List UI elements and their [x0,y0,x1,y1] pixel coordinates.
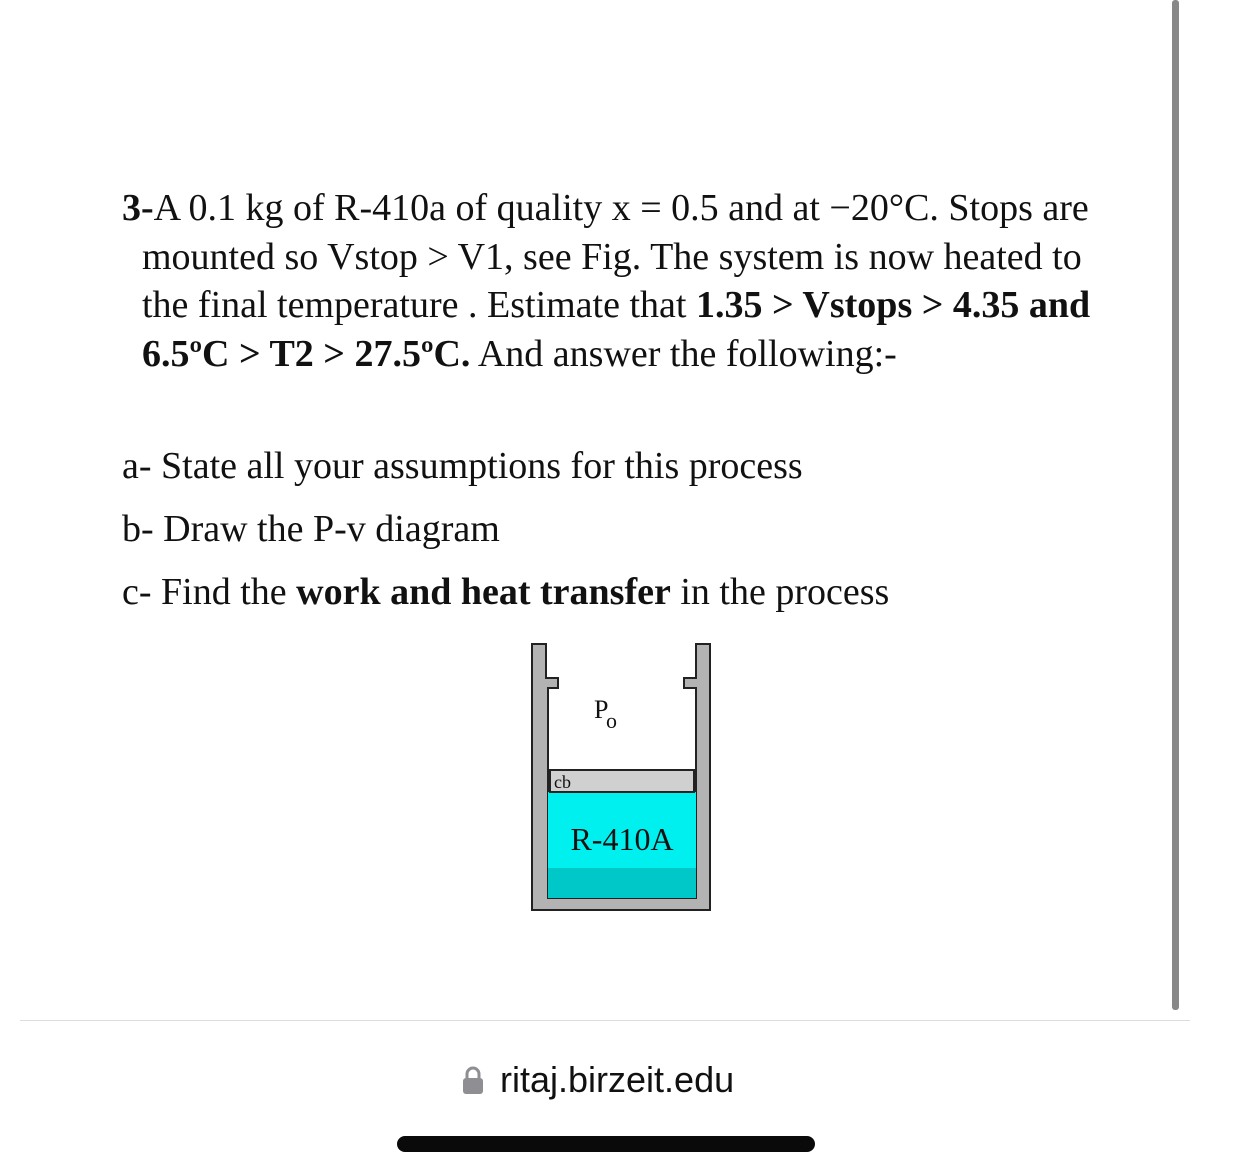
problem-text-1: A 0.1 kg of R-410a of quality x = 0.5 and at −20°C. Stops are mounted so Vstop > V1, see Fig. The system is now heated to the final temperature . Estimate that [142,187,1089,326]
pressure-subscript: o [606,708,617,733]
problem-number: 3- [122,187,154,229]
divider [20,1020,1190,1021]
problem-text-2: And answer the following:- [470,332,897,375]
lock-icon [460,1065,486,1095]
piston-cylinder-figure [520,636,730,926]
question-c-bold: work and heat transfer [296,571,671,613]
problem-paragraph [122,184,1132,378]
problem-statement [122,184,1132,378]
url-text: ritaj.birzeit.edu [500,1059,735,1100]
piston-label: cb [554,772,571,792]
question-b: b- Draw the P-v diagram [122,508,500,550]
question-c-suffix: in the process [670,571,890,613]
pressure-label: P [594,695,609,724]
piston [550,770,694,792]
question-c [122,568,889,617]
fluid-label: R-410A [570,821,674,857]
question-c-prefix: c- Find the [122,571,297,613]
home-indicator[interactable] [397,1136,815,1152]
fluid-bottom-shade [548,868,696,898]
question-a: a- State all your assumptions for this process [122,445,803,487]
address-bar[interactable] [460,1058,734,1102]
problem-bold-constraints: 1.35 > Vstops > 4.35 and 6.5ºC > T2 > 27.5ºC. [142,284,1091,375]
scrollbar[interactable] [1172,0,1179,1010]
